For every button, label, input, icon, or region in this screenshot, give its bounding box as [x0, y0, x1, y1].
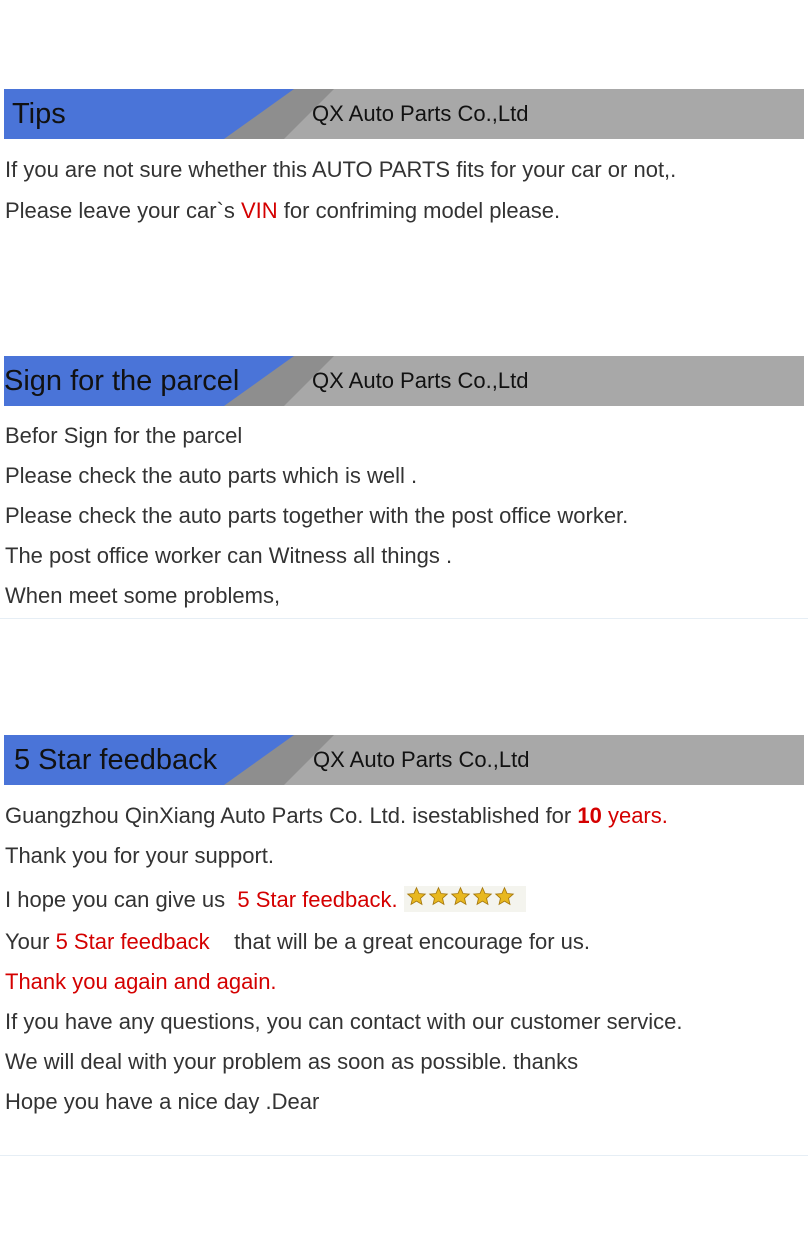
company-name: QX Auto Parts Co.,Ltd — [313, 747, 530, 772]
tips-title: Tips — [12, 98, 66, 130]
parcel-title: Sign for the parcel — [4, 365, 240, 397]
feedback-line-1-pre: Guangzhou QinXiang Auto Parts Co. Ltd. is — [5, 803, 429, 828]
feedback-title: 5 Star feedback — [14, 744, 218, 776]
parcel-line: When meet some problems, — [5, 583, 281, 608]
star-icon — [450, 886, 471, 907]
star-icon — [494, 886, 515, 907]
feedback-line-2: Thank you for your support. — [5, 843, 275, 868]
parcel-line: Please check the auto parts which is well . — [5, 463, 418, 488]
star-icon — [406, 886, 427, 907]
feedback-line-3 — [5, 886, 526, 913]
tips-line-2-post: for confriming model please. — [277, 198, 561, 223]
parcel-line: Befor Sign for the parcel — [5, 423, 243, 448]
years-number: 10 — [577, 803, 602, 828]
tips-line-1: If you are not sure whether this AUTO PARTS fits for your car or not,. — [5, 157, 677, 182]
five-star-highlight: 5 Star feedback. — [237, 887, 398, 912]
feedback-line-6: If you have any questions, you can contact with our customer service. — [5, 1009, 683, 1034]
feedback-line-4-pre: Your — [5, 929, 56, 954]
feedback-header — [4, 735, 804, 785]
feedback-line-1-mid: established for — [428, 803, 578, 828]
feedback-line-4 — [5, 929, 590, 955]
parcel-line: Please check the auto parts together with the post office worker. — [5, 503, 629, 528]
feedback-line-1 — [5, 803, 668, 829]
parcel-header — [4, 356, 804, 406]
years-label: years. — [601, 803, 668, 828]
feedback-line-7: We will deal with your problem as soon as possible. thanks — [5, 1049, 579, 1074]
vin-highlight: VIN — [241, 198, 278, 223]
tips-line-2 — [5, 198, 560, 224]
star-rating — [404, 886, 526, 912]
section-divider — [0, 618, 808, 619]
feedback-line-5: Thank you again and again. — [5, 969, 277, 994]
feedback-line-4-post: that will be a great encourage for us. — [209, 929, 591, 954]
tips-header — [4, 89, 804, 139]
feedback-line-8: Hope you have a nice day .Dear — [5, 1089, 320, 1114]
section-divider — [0, 1155, 808, 1156]
company-name: QX Auto Parts Co.,Ltd — [312, 368, 529, 393]
tips-line-2-pre: Please leave your car`s — [5, 198, 241, 223]
star-icon — [428, 886, 449, 907]
parcel-line: The post office worker can Witness all things . — [5, 543, 453, 568]
company-name: QX Auto Parts Co.,Ltd — [312, 101, 529, 126]
feedback-line-3-pre: I hope you can give us — [5, 887, 238, 912]
star-icon — [472, 886, 493, 907]
five-star-highlight: 5 Star feedback — [55, 929, 210, 954]
